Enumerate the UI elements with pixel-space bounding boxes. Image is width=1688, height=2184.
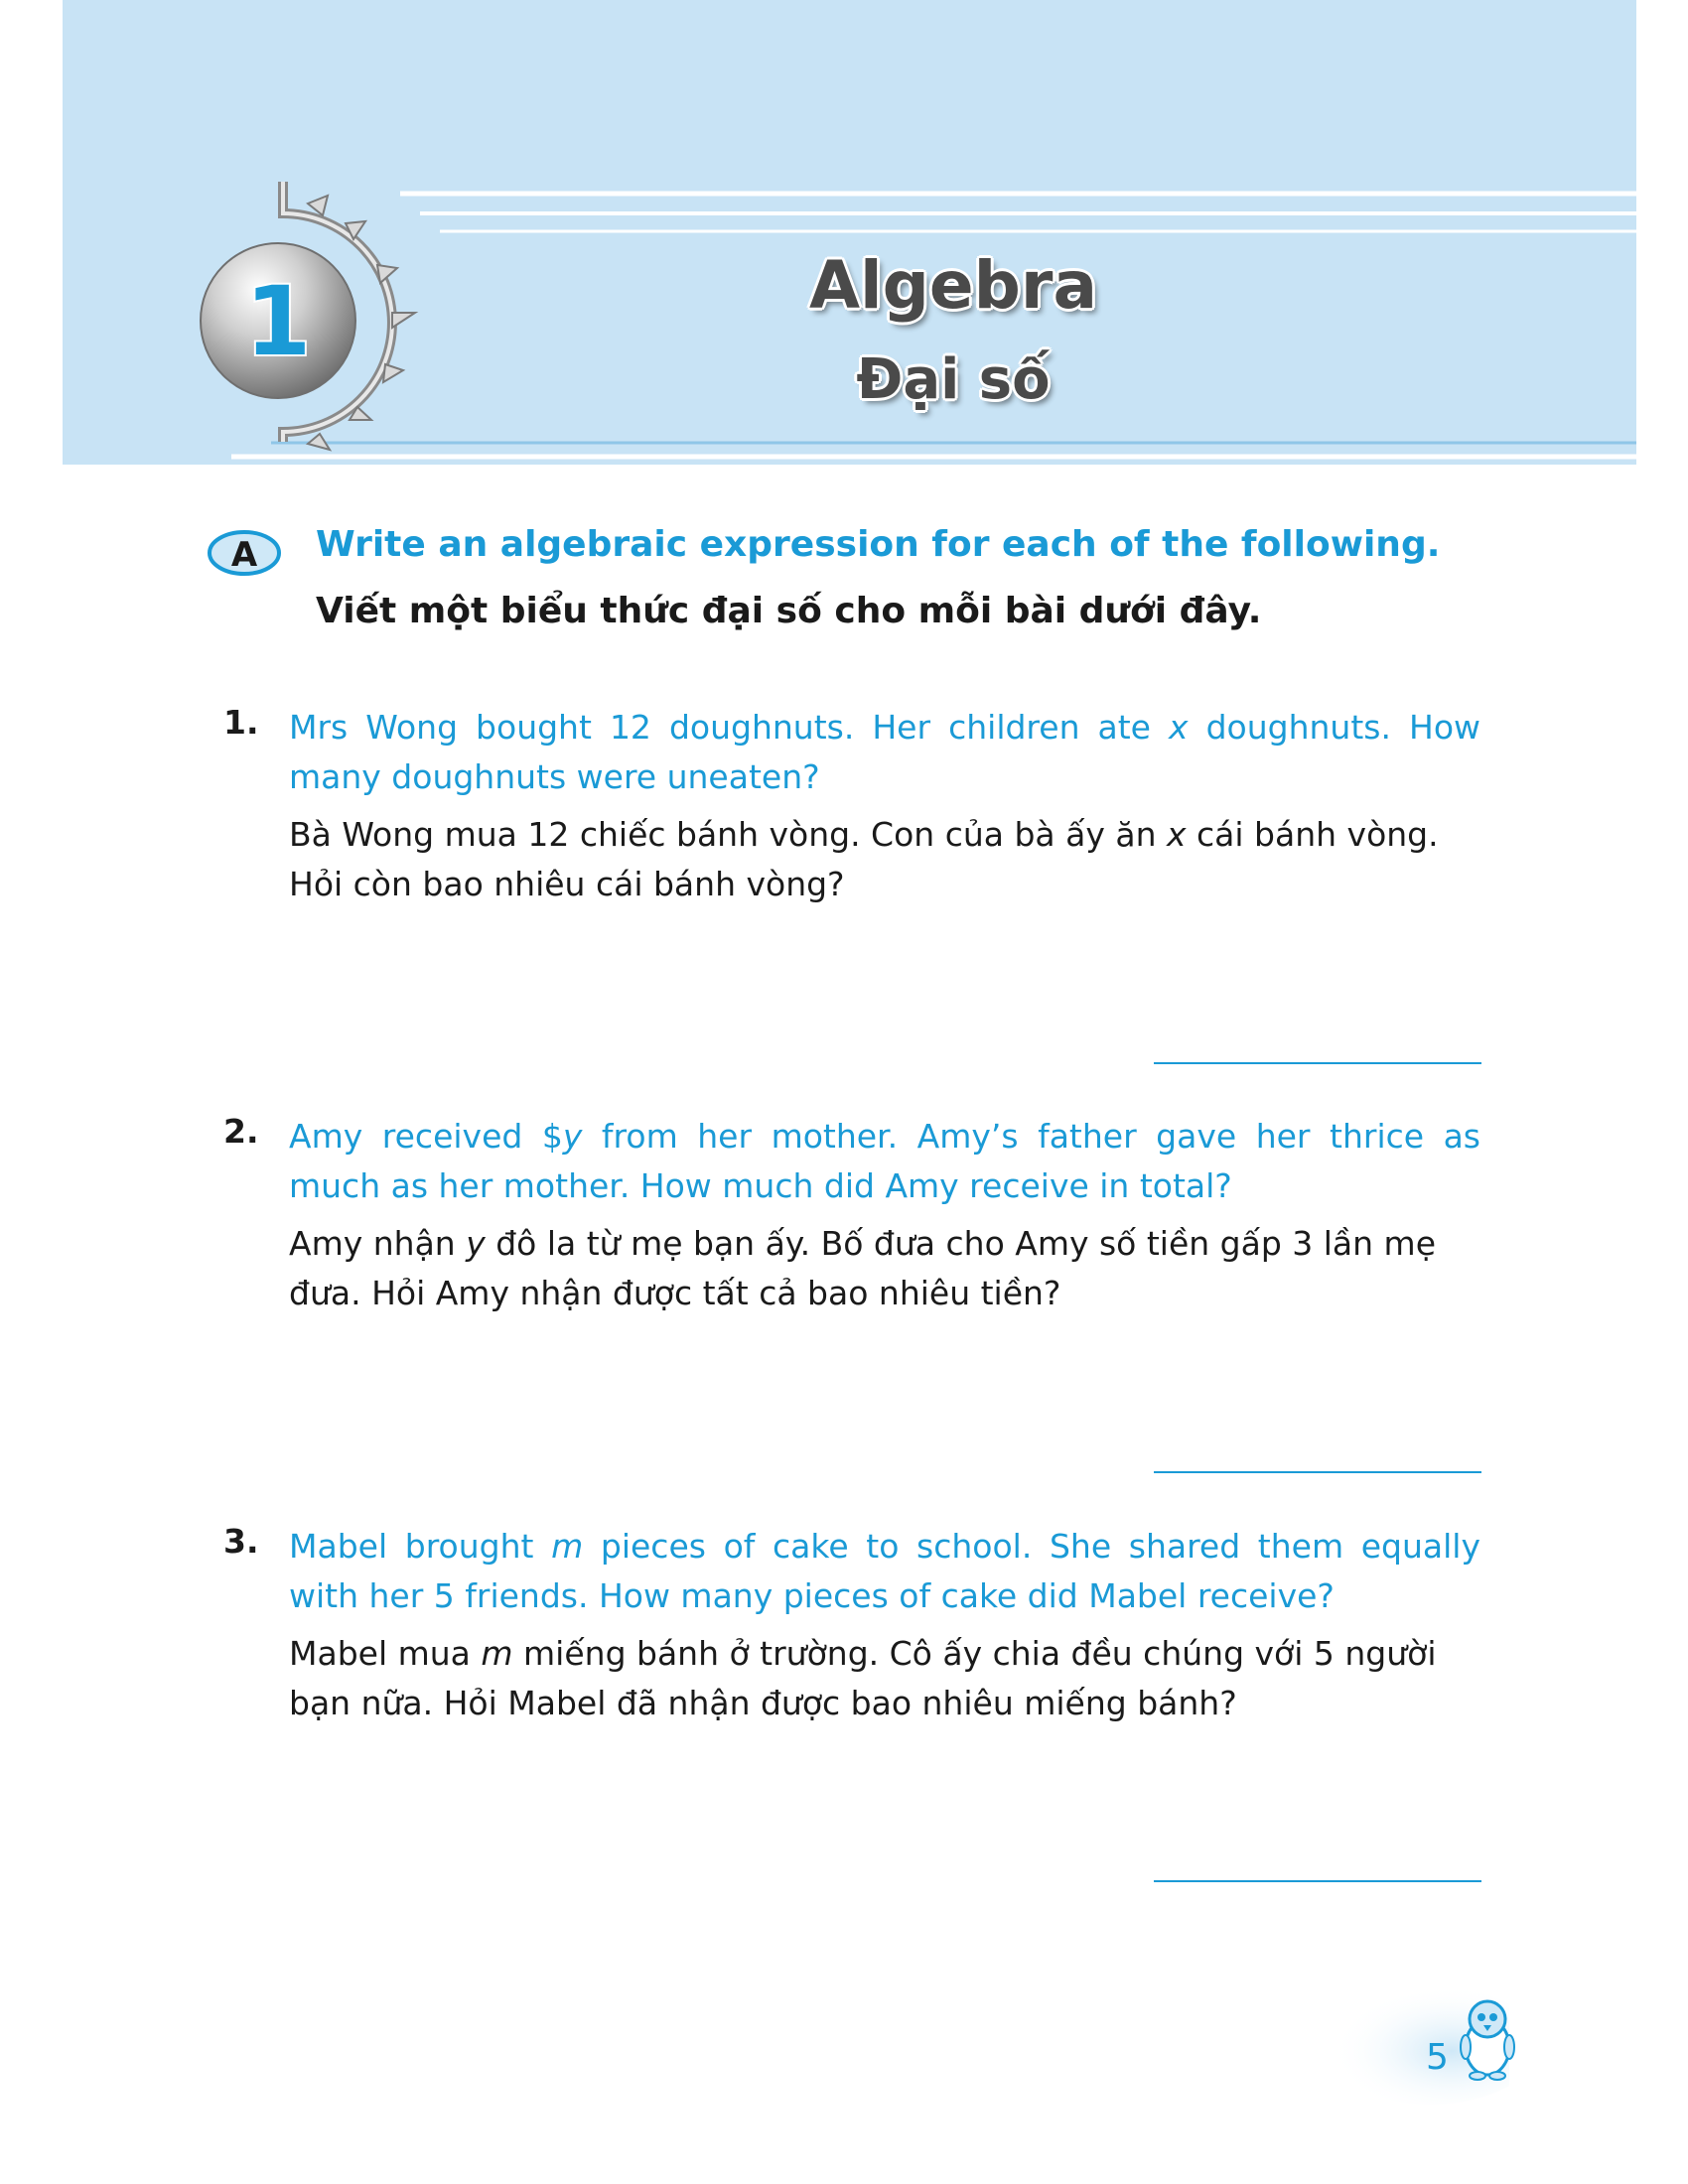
section-letter: A [230, 535, 258, 575]
chapter-number-emblem [189, 174, 447, 452]
answer-line-2[interactable] [1154, 1471, 1481, 1473]
page-number: 5 [1426, 2037, 1449, 2078]
question-text-vietnamese: Mabel mua m miếng bánh ở trường. Cô ấy chia đều chúng với 5 người bạn nữa. Hỏi Mabel đã nhận được bao nhiêu miếng bánh? [289, 1634, 1437, 1722]
answer-line-1[interactable] [1154, 1062, 1481, 1064]
question-text-english: Mabel brought m pieces of cake to school. She shared them equally with her 5 friends. How many pieces of cake did Mabel receive? [289, 1527, 1481, 1615]
chapter-title: Algebra [808, 247, 1098, 324]
chapter-number: 1 [244, 266, 312, 377]
answer-line-3[interactable] [1154, 1880, 1481, 1882]
instruction-vietnamese: Viết một biểu thức đại số cho mỗi bài dưới đây. [316, 591, 1262, 631]
question-text-vietnamese: Amy nhận y đô la từ mẹ bạn ấy. Bố đưa cho Amy số tiền gấp 3 lần mẹ đưa. Hỏi Amy nhận được tất cả bao nhiêu tiền? [289, 1224, 1437, 1312]
question-number: 3. [223, 1522, 259, 1561]
question-text-english: Mrs Wong bought 12 doughnuts. Her children ate x doughnuts. How many doughnuts were uneaten? [289, 708, 1480, 796]
question-number: 2. [223, 1112, 259, 1151]
instruction-english: Write an algebraic expression for each of the following. [316, 524, 1441, 565]
section-badge [207, 528, 284, 578]
question-text-english: Amy received $y from her mother. Amy’s father gave her thrice as much as her mother. How much did Amy receive in total? [289, 1117, 1481, 1205]
question-number: 1. [223, 703, 259, 742]
question-text-vietnamese: Bà Wong mua 12 chiếc bánh vòng. Con của bà ấy ăn x cái bánh vòng. Hỏi còn bao nhiêu cái bánh vòng? [289, 815, 1439, 903]
chapter-subtitle: Đại số [856, 347, 1051, 412]
penguin-icon [1460, 1997, 1515, 2081]
